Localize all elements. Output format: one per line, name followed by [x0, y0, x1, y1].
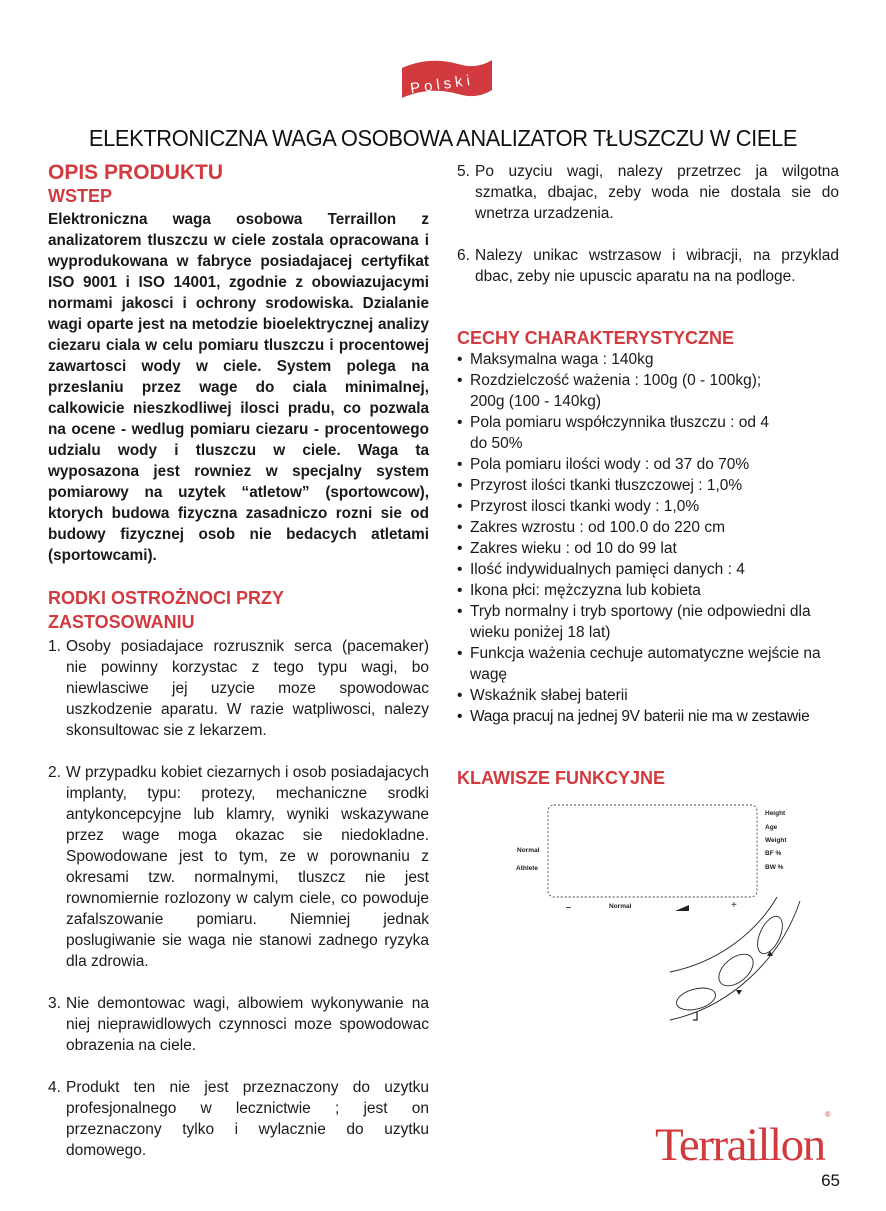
section-subheading-intro: WSTEP	[48, 186, 113, 206]
section-heading-precautions	[48, 586, 429, 634]
feature-item: • Tryb normalny i tryb sportowy (nie odpowiedni dla wieku poniżej 18 lat)	[457, 601, 839, 643]
page-number: 65	[821, 1171, 840, 1190]
list-item	[48, 1077, 429, 1161]
intro-paragraph: Elektroniczna waga osobowa Terraillon z analizatorem tluszczu w ciele zostala opracowana i wyprodukowana w fabryce posiadajacej certyfikat ISO 9001 i ISO 14001, zgodnie z obowiazujacymi normami jakosci i ochrony srodowiska. Dzialanie wagi oparte jest na metodzie bioelektrycznej analizy ciezaru ciala w celu pomiaru tluszczu i procentowej zawartosci wody w ciele. System polega na przeslaniu przez wage do ciala minimalnej, calkowicie nieszkodliwej ilosci pradu, co pozwala na ocene - wedlug pomiaru ciezaru - procentowego udzialu wody i tluszczu w ciele. Waga ta wyposazona jest rowniez w specjalny system pomiarowy na uzytek “atletow” (sportowcow), ktorych budowa fizyczna zasadniczo rozni sie od budowy fizycznej osob nie bedacych atletami (sportowcami).	[48, 211, 429, 564]
feature-item: • Przyrost ilości tkanki tłuszczowej : 1,0%	[457, 475, 839, 496]
list-text: Nie demontowac wagi, albowiem wykonywanie na niej nieprawidlowych czynnosci moze spowodowac obrazenia na ciele.	[66, 995, 429, 1054]
list-number: 5.	[457, 163, 470, 180]
section-heading-function-keys: KLAWISZE FUNKCYJNE	[457, 768, 666, 788]
list-number: 2.	[48, 764, 61, 781]
minus-label: –	[566, 902, 572, 912]
scale-display-outline-icon	[500, 795, 840, 1045]
display-label-normal: Normal	[517, 847, 540, 854]
list-item	[48, 762, 429, 972]
set-button[interactable]	[676, 987, 716, 1011]
feature-item: • Ilość indywidualnych pamięci danych : 4	[457, 559, 839, 580]
language-flag	[396, 54, 496, 106]
feature-item: • Przyrost ilosci tkanki wody : 1,0%	[457, 496, 839, 517]
list-text: Nalezy unikac wstrzasow i wibracji, na przyklad dbac, zeby nie upuscic aparatu na na podloge.	[475, 247, 839, 285]
features-list	[457, 349, 839, 727]
feature-item: • Rozdzielczość ważenia : 100g (0 - 100kg); 200g (100 - 140kg)	[457, 370, 839, 412]
display-label-bf: BF %	[765, 850, 782, 857]
feature-item: • Waga pracuj na jednej 9V baterii nie ma w zestawie	[457, 706, 839, 727]
list-text: Po uzyciu wagi, nalezy przetrzec ja wilgotna szmatka, dbajac, zeby woda nie dostala sie do wnetrza urzadzenia.	[475, 163, 839, 222]
list-number: 4.	[48, 1079, 61, 1096]
list-item	[48, 993, 429, 1056]
display-label-weight: Weight	[765, 837, 787, 844]
display-label-height: Height	[765, 810, 786, 817]
list-item	[48, 636, 429, 741]
list-text: Osoby posiadajace rozrusznik serca (pacemaker) nie powinny korzystac z tego typu wagi, bo niewlasciwe jej uzycie moze spowodowac uszkodzenie aparatu. W razie watpliwosci, nalezy skonsultowac sie z lekarzem.	[66, 638, 429, 739]
plus-label: +	[731, 900, 737, 911]
list-item	[457, 161, 839, 224]
page-title: ELEKTRONICZNA WAGA OSOBOWA ANALIZATOR TŁUSZCZU W CIELE	[88, 125, 798, 151]
precautions-list	[48, 636, 429, 1161]
up-button[interactable]	[755, 915, 785, 955]
mode-label-normal: Normal	[609, 903, 632, 910]
registered-mark: ®	[824, 1110, 831, 1120]
list-number: 6.	[457, 247, 470, 264]
precautions-heading-line1: RODKI OSTROŻNOCI PRZY	[48, 588, 285, 608]
left-column	[48, 161, 429, 1161]
feature-item: • Funkcja ważenia cechuje automatyczne wejście na wagę	[457, 643, 839, 685]
language-label: Polski	[409, 71, 475, 98]
section-heading-product-description: OPIS PRODUKTU	[48, 161, 224, 184]
list-text: W przypadku kobiet ciezarnych i osob posiadajacych implanty, typu: protezy, mechaniczne srodki antykoncepcyjne lub klamry, wyniki wskazywane przez wage moga okazac sie niedokladne. Spowodowane jest to tym, ze w porownaniu z okresami tzw. normalnymi, tluszcz nie jest rownomiernie rozlozony w calym ciele, co powoduje zafalszowanie pomiaru. Niemniej jednak poslugiwanie sie waga nie stanowi zadnego ryzyka dla zdrowia.	[66, 764, 429, 970]
display-label-age: Age	[765, 824, 778, 831]
feature-item: • Pola pomiaru ilości wody : od 37 do 70%	[457, 454, 839, 475]
list-text: Produkt ten nie jest przeznaczony do uzytku profesjonalnego w lecznictwie ; jest on przeznaczony tylko i wylacznie do uzytku domowego.	[66, 1079, 429, 1159]
function-keys-diagram	[500, 795, 840, 1045]
brand-logo	[655, 1110, 831, 1172]
brand-name: Terraillon	[655, 1119, 825, 1171]
display-label-athlete: Athlete	[516, 865, 539, 872]
feature-item: • Zakres wieku : od 10 do 99 lat	[457, 538, 839, 559]
list-number: 1.	[48, 638, 61, 655]
feature-item: • Maksymalna waga : 140kg	[457, 349, 839, 370]
section-heading-features: CECHY CHARAKTERYSTYCZNE	[457, 328, 735, 348]
feature-item: • Pola pomiaru współczynnika tłuszczu : od 4 do 50%	[457, 412, 839, 454]
feature-item: • Zakres wzrostu : od 100.0 do 220 cm	[457, 517, 839, 538]
list-item	[457, 245, 839, 287]
list-number: 3.	[48, 995, 61, 1012]
down-button[interactable]	[722, 953, 752, 993]
display-label-bw: BW %	[765, 864, 784, 871]
right-column	[457, 161, 839, 789]
feature-item: • Wskaźnik słabej baterii	[457, 685, 839, 706]
feature-item: • Ikona płci: mężczyzna lub kobieta	[457, 580, 839, 601]
precautions-heading-line2: ZASTOSOWANIU	[48, 612, 195, 632]
precautions-list-continued	[457, 161, 839, 287]
